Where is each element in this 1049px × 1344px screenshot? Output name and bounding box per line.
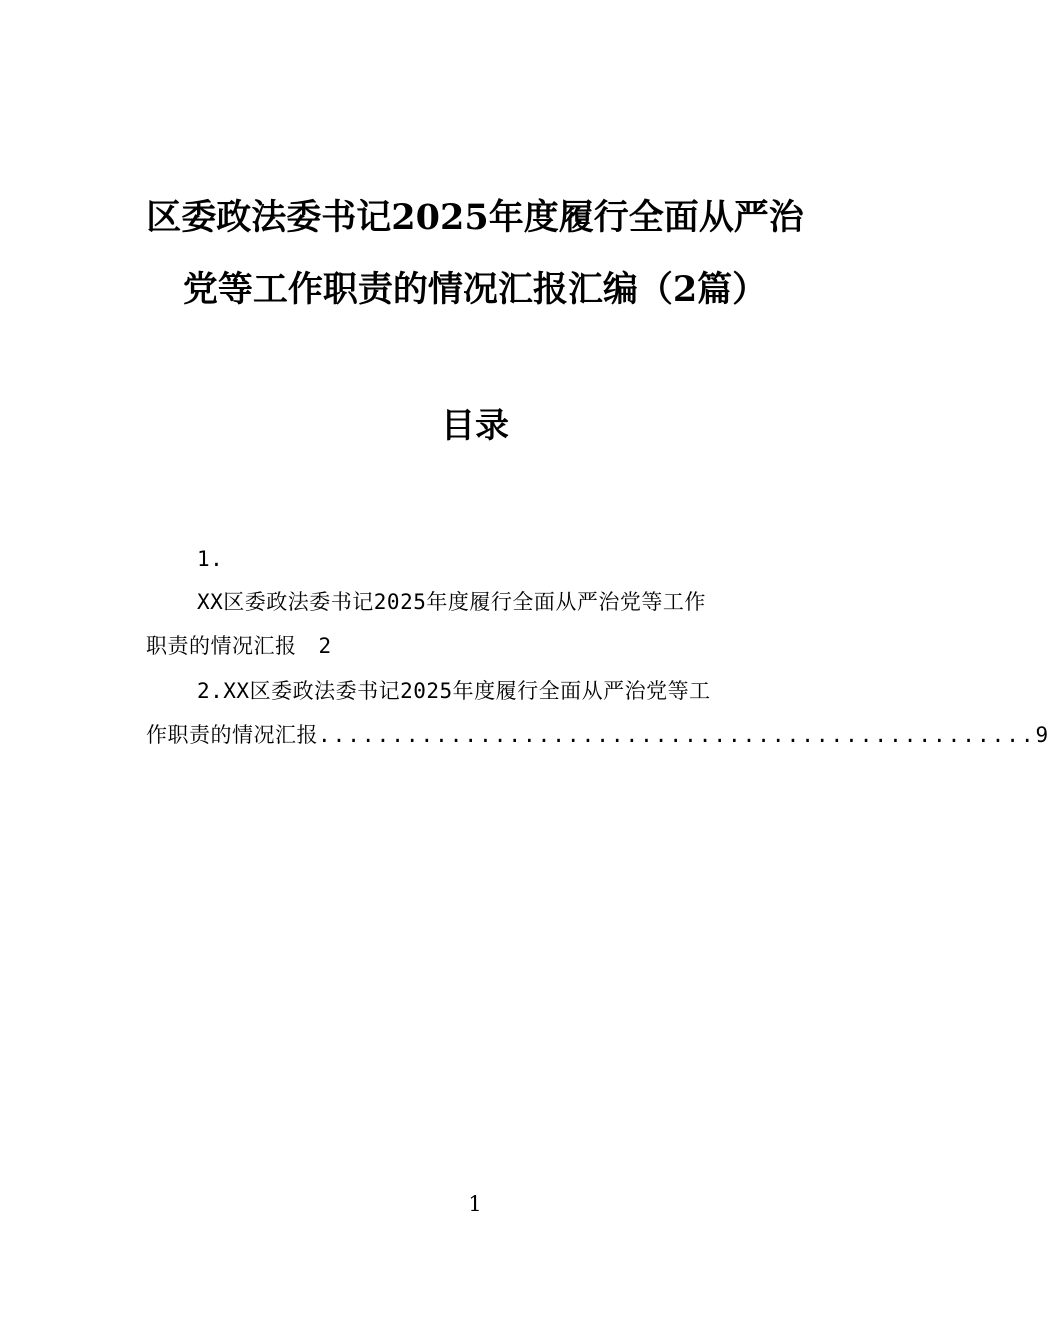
toc-entry-1-page: 2 (318, 634, 332, 658)
toc-entry-2-dot-leader: ................................................. (318, 723, 1036, 747)
toc-entry-2-page: 9 (1035, 723, 1049, 747)
document-title-line-1: 区委政法委书记2025年度履行全面从严治 (146, 197, 804, 238)
toc-entry-2-line-1[interactable]: 2.XX区委政法委书记2025年度履行全面从严治党等工 (197, 679, 711, 703)
toc-entry-2-title-end: 作职责的情况汇报 (146, 723, 318, 747)
toc-entry-2-line-2[interactable] (146, 720, 1049, 750)
toc-entry-1-line-1[interactable]: XX区委政法委书记2025年度履行全面从严治党等工作 (197, 590, 706, 614)
page-number: 1 (468, 1192, 482, 1216)
toc-entry-1-line-2[interactable] (146, 631, 332, 661)
toc-entry-1-title-end: 职责的情况汇报 (146, 634, 297, 658)
toc-entry-1-number: 1. (197, 547, 224, 571)
toc-heading: 目录 (441, 406, 509, 446)
document-title-line-2: 党等工作职责的情况汇报汇编（2篇） (182, 269, 768, 310)
